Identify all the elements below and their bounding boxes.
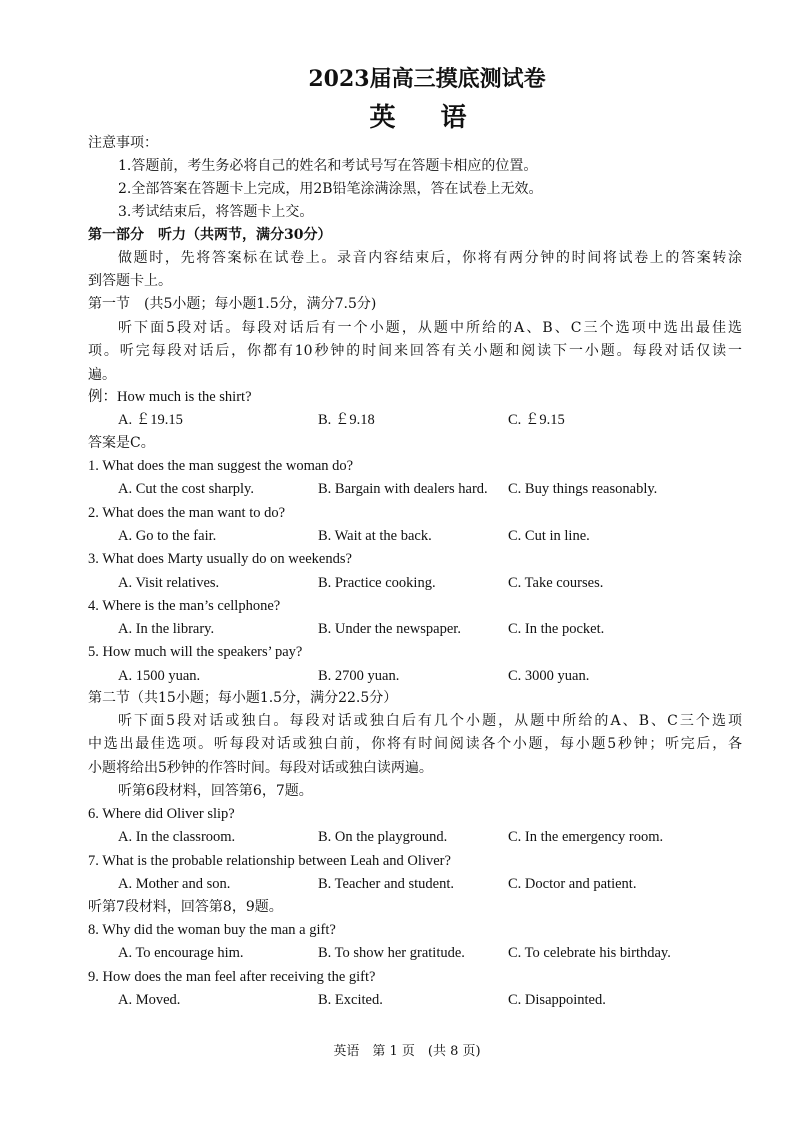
question-8-option-b: B. To show her gratitude. <box>318 945 465 962</box>
question-8: 8. Why did the woman buy the man a gift? <box>88 922 336 938</box>
question-4-option-a: A. In the library. <box>118 621 215 638</box>
section1-instructions-line: 项。听完每段对话后，你都有10秒钟的时间来回答有关小题和阅读下一小题。每段对话仅读一 <box>88 343 742 360</box>
question-5-option-c: C. 3000 yuan. <box>508 667 590 684</box>
part1-instructions-line: 做题时，先将答案标在试卷上。录音内容结束后，你将有两分钟的时间将试卷上的答案转涂 <box>118 250 742 266</box>
question-1: 1. What does the man suggest the woman do? <box>88 458 354 474</box>
question-4-option-c: C. In the pocket. <box>508 621 605 638</box>
question-8-option-c: C. To celebrate his birthday. <box>508 945 671 962</box>
notice-item: 3.考试结束后，将答题卡上交。 <box>118 204 314 220</box>
page-footer: 英语 第 1 页 (共 8 页) <box>333 1044 481 1059</box>
question-4: 4. Where is the man’s cellphone? <box>88 597 281 614</box>
question-5: 5. How much will the speakers’ pay? <box>88 644 303 661</box>
example-option-c: C. ￡9.15 <box>508 412 565 428</box>
notice-item: 2.全部答案在答题卡上完成，用2B铅笔涂满涂黑，答在试卷上无效。 <box>118 181 543 197</box>
question-7: 7. What is the probable relationship between Leah and Oliver? <box>88 852 451 869</box>
section2-heading: 第二节（共15小题；每小题1.5分，满分22.5分） <box>88 690 398 706</box>
section1-instructions-line: 遍。 <box>88 366 116 383</box>
question-3-option-b: B. Practice cooking. <box>318 574 436 591</box>
section2-instructions-line: 听下面5段对话或独白。每段对话或独白后有几个小题，从题中所给的A、B、C三个选项 <box>118 713 742 729</box>
question-9-option-a: A. Moved. <box>118 991 181 1008</box>
notice-heading: 注意事项： <box>88 135 158 151</box>
example-option-b: B. ￡9.18 <box>318 412 375 428</box>
question-3-option-c: C. Take courses. <box>508 574 604 591</box>
question-2: 2. What does the man want to do? <box>88 504 286 521</box>
question-2-option-a: A. Go to the fair. <box>118 527 217 544</box>
section2-instructions-line: 中选出最佳选项。听每段对话或独白前，你将有时间阅读各个小题，每小题5秒钟；听完后，各 <box>88 736 742 753</box>
section2-instructions-line: 小题将给出5秒钟的作答时间。每段对话或独白读两遍。 <box>88 759 433 776</box>
section1-instructions-line: 听下面5段对话。每段对话后有一个小题，从题中所给的A、B、C三个选项中选出最佳选 <box>118 320 742 336</box>
notice-item: 1.答题前，考生务必将自己的姓名和考试号写在答题卡相应的位置。 <box>118 158 538 174</box>
question-7-option-c: C. Doctor and patient. <box>508 875 637 892</box>
example-option-a: A. ￡19.15 <box>118 412 183 428</box>
question-1-option-a: A. Cut the cost sharply. <box>118 481 254 498</box>
example-question: 例：How much is the shirt? <box>88 389 252 405</box>
question-9-option-c: C. Disappointed. <box>508 991 606 1008</box>
exam-title: 2023届高三摸底测试卷 <box>308 66 546 92</box>
question-1-option-b: B. Bargain with dealers hard. <box>318 481 488 498</box>
question-6-option-b: B. On the playground. <box>318 829 448 846</box>
question-3-option-a: A. Visit relatives. <box>118 574 220 591</box>
example-answer: 答案是C。 <box>88 435 155 451</box>
question-5-option-a: A. 1500 yuan. <box>118 667 201 684</box>
subject-title: 英 语 <box>369 103 485 133</box>
material-6-note: 听第6段材料，回答第6，7题。 <box>118 783 313 799</box>
question-6-option-c: C. In the emergency room. <box>508 829 664 846</box>
question-9-option-b: B. Excited. <box>318 991 383 1008</box>
question-9: 9. How does the man feel after receiving the gift? <box>88 968 376 985</box>
question-7-option-a: A. Mother and son. <box>118 875 231 892</box>
question-4-option-b: B. Under the newspaper. <box>318 621 461 638</box>
section1-heading: 第一节 (共5小题；每小题1.5分，满分7.5分) <box>88 296 377 312</box>
material-7-note: 听第7段材料，回答第8，9题。 <box>88 899 283 915</box>
part1-instructions-line: 到答题卡上。 <box>88 273 172 290</box>
question-5-option-b: B. 2700 yuan. <box>318 667 400 684</box>
question-3: 3. What does Marty usually do on weekends? <box>88 551 352 568</box>
part1-heading: 第一部分 听力（共两节，满分30分） <box>88 227 332 243</box>
question-8-option-a: A. To encourage him. <box>118 945 244 962</box>
question-7-option-b: B. Teacher and student. <box>318 875 455 892</box>
question-6-option-a: A. In the classroom. <box>118 829 236 846</box>
question-2-option-c: C. Cut in line. <box>508 527 590 544</box>
question-6: 6. Where did Oliver slip? <box>88 806 235 822</box>
question-2-option-b: B. Wait at the back. <box>318 527 432 544</box>
question-1-option-c: C. Buy things reasonably. <box>508 481 658 498</box>
